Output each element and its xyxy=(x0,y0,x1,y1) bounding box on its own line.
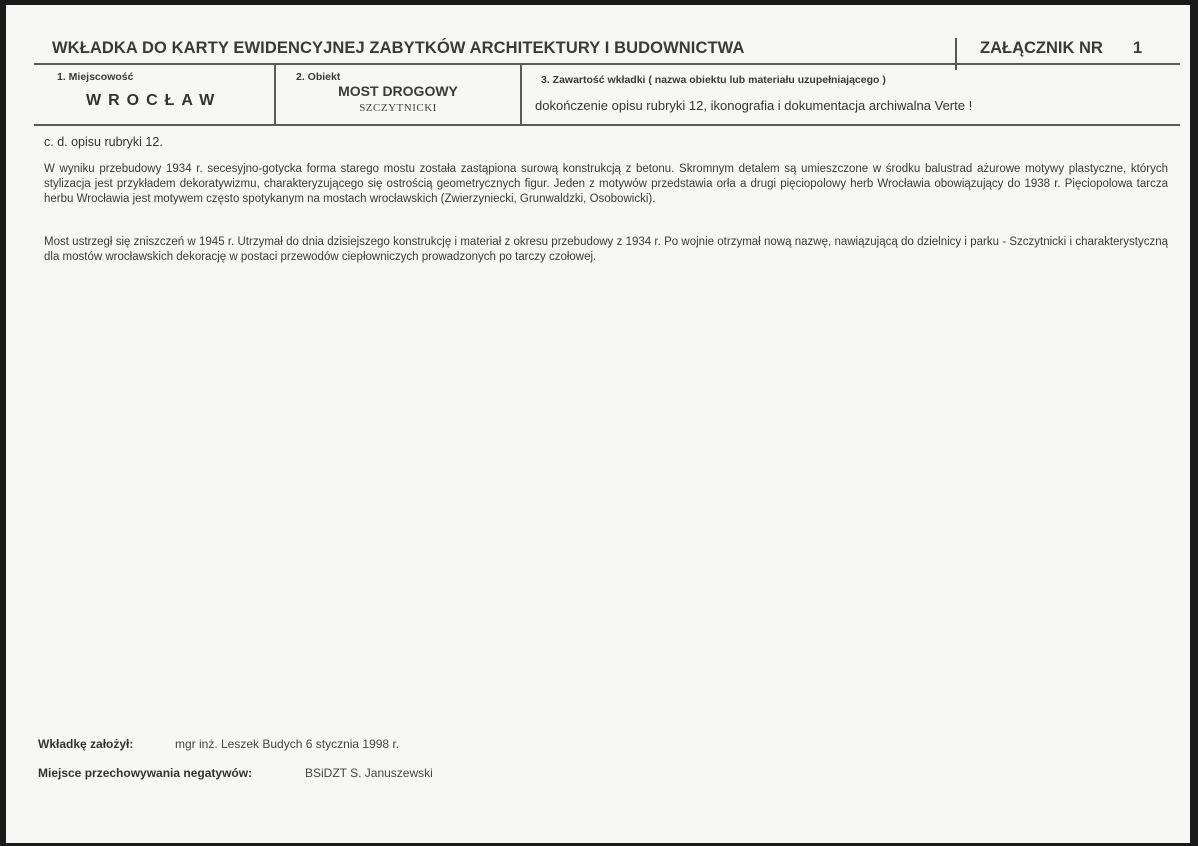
description-paragraph: Most ustrzegł się zniszczeń w 1945 r. Utrzymał do dnia dzisiejszego konstrukcję i materiał z okresu przebudowy z 1934 r. Po wojnie otrzymał nową nazwę, nawiązującą do dzielnicy i parku - Szczytnicki i charakterystyczną dla mostów wrocławskich dekorację w postaci przewodów ciepłowniczych prowadzonych po tarczy czołowej. xyxy=(44,236,1168,263)
column-divider xyxy=(520,63,522,126)
contents-value: dokończenie opisu rubryki 12, ikonografia i dokumentacja archiwalna Verte ! xyxy=(535,98,973,113)
column-divider xyxy=(274,63,276,126)
table-bottom-border xyxy=(34,124,1180,126)
contents-label: 3. Zawartość wkładki ( nazwa obiektu lub materiału uzupełniającego ) xyxy=(541,74,886,86)
object-subname: SZCZYTNICKI xyxy=(359,102,437,114)
record-card xyxy=(6,5,1190,843)
annex-number: 1 xyxy=(1133,39,1143,57)
description-paragraph: W wyniku przebudowy 1934 r. secesyjno-gotycka forma starego mostu została zastąpiona surową konstrukcją z betonu. Skromnym detalem są umieszczone w środku balustrad ażurowe motywy plastyczne, których stylizacja jest przykładem dekoratywizmu, charakteryzującego się ostrością geometrycznych figur. Jeden z motywów przedstawia orła a drugi pięciopolowy herb Wrocławia obowiązujący do 1938 r. Pięciopolowa tarcza herbu Wrocławia jest motywem często spotykanym na mostach wrocławskich (Zwierzyniecki, Grunwaldzki, Osobowicki). xyxy=(44,163,1168,205)
table-top-border xyxy=(34,63,1180,65)
location-value: WROCŁAW xyxy=(86,92,222,109)
negatives-location-value: BSiDZT S. Januszewski xyxy=(305,766,433,780)
document-title: WKŁADKA DO KARTY EWIDENCYJNEJ ZABYTKÓW ARCHITEKTURY I BUDOWNICTWA xyxy=(52,39,745,57)
header-divider xyxy=(955,38,957,70)
negatives-location-label: Miejsce przechowywania negatywów: xyxy=(38,766,253,780)
created-by-label: Wkładkę założył: xyxy=(38,737,134,751)
annex-label: ZAŁĄCZNIK NR xyxy=(980,39,1103,57)
object-name: MOST DROGOWY xyxy=(338,83,458,99)
location-label: 1. Miejscowość xyxy=(57,71,134,83)
object-label: 2. Obiekt xyxy=(296,71,341,83)
created-by-value: mgr inż. Leszek Budych 6 stycznia 1998 r. xyxy=(175,737,400,751)
continuation-heading: c. d. opisu rubryki 12. xyxy=(44,135,163,149)
